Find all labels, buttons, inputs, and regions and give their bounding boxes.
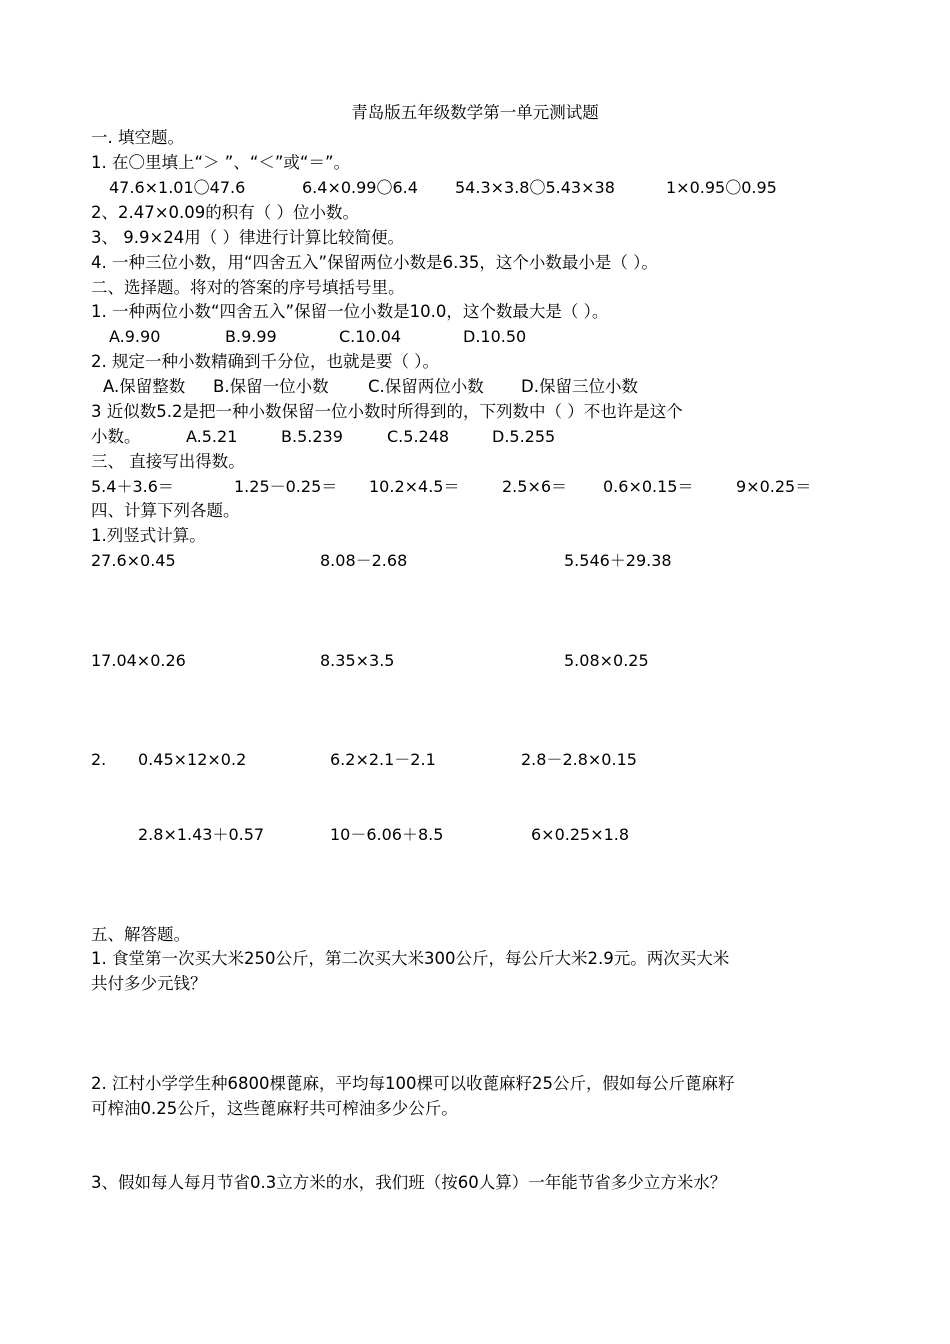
section4-sub1: 1.列竖式计算。 <box>91 526 206 545</box>
vertical-calc-item: 8.35×3.5 <box>320 651 395 670</box>
section4-sub2-label: 2. <box>91 750 107 769</box>
section3-heading: 三、 直接写出得数。 <box>91 452 245 471</box>
option-a: A.9.90 <box>109 327 161 346</box>
vertical-calc-item: 8.08－2.68 <box>320 551 408 570</box>
section1-q1: 1. 在〇里填上“＞ ”、“＜”或“＝”。 <box>91 153 351 172</box>
section2-q3-line2: 小数。 <box>91 427 141 446</box>
vertical-calc-item: 5.546＋29.38 <box>564 551 672 570</box>
calc-item: 6×0.25×1.8 <box>531 825 630 844</box>
calc-item: 2.8×1.43＋0.57 <box>138 825 265 844</box>
section2-q2: 2. 规定一种小数精确到千分位，也就是要（ ）。 <box>91 352 439 371</box>
mental-item-5: 0.6×0.15＝ <box>603 477 694 496</box>
mental-item-2: 1.25－0.25＝ <box>234 477 338 496</box>
section5-q3: 3、假如每人每月节省0.3立方米的水，我们班（按60人算）一年能节省多少立方米水？ <box>91 1173 727 1192</box>
option-b: B.保留一位小数 <box>213 377 329 396</box>
option-c: C.保留两位小数 <box>368 377 484 396</box>
section4-heading: 四、计算下列各题。 <box>91 501 240 520</box>
section5-heading: 五、解答题。 <box>91 925 190 944</box>
section1-q2: 2、2.47×0.09的积有（ ）位小数。 <box>91 203 360 222</box>
page-title: 青岛版五年级数学第一单元测试题 <box>351 103 599 122</box>
option-c: C.5.248 <box>387 427 450 446</box>
option-a: A.5.21 <box>186 427 238 446</box>
section5-q1-line2: 共付多少元钱？ <box>91 974 207 993</box>
option-d: D.10.50 <box>463 327 527 346</box>
compare-item-3: 54.3×3.8〇5.43×38 <box>455 178 615 197</box>
section2-heading: 二、选择题。将对的答案的序号填括号里。 <box>91 278 405 297</box>
section1-heading: 一. 填空题。 <box>91 128 184 147</box>
option-a: A.保留整数 <box>103 377 186 396</box>
compare-item-4: 1×0.95〇0.95 <box>666 178 777 197</box>
option-c: C.10.04 <box>339 327 402 346</box>
mental-item-3: 10.2×4.5＝ <box>369 477 460 496</box>
compare-item-1: 47.6×1.01〇47.6 <box>109 178 246 197</box>
compare-item-2: 6.4×0.99〇6.4 <box>302 178 418 197</box>
calc-item: 10－6.06＋8.5 <box>330 825 444 844</box>
section2-q3-line1: 3 近似数5.2是把一种小数保留一位小数时所得到的，下列数中（ ）不也许是这个 <box>91 402 683 421</box>
section5-q2-line2: 可榨油0.25公斤，这些蓖麻籽共可榨油多少公斤。 <box>91 1099 458 1118</box>
calc-item: 2.8－2.8×0.15 <box>521 750 637 769</box>
option-d: D.保留三位小数 <box>521 377 638 396</box>
mental-item-4: 2.5×6＝ <box>502 477 568 496</box>
mental-item-6: 9×0.25＝ <box>736 477 812 496</box>
mental-item-1: 5.4＋3.6＝ <box>91 477 174 496</box>
section1-q4: 4. 一种三位小数，用“四舍五入”保留两位小数是6.35，这个小数最小是（ ）。 <box>91 253 658 272</box>
option-d: D.5.255 <box>492 427 556 446</box>
section1-q3: 3、 9.9×24用（ ）律进行计算比较简便。 <box>91 228 405 247</box>
vertical-calc-item: 17.04×0.26 <box>91 651 186 670</box>
option-b: B.9.99 <box>225 327 277 346</box>
vertical-calc-item: 27.6×0.45 <box>91 551 176 570</box>
option-b: B.5.239 <box>281 427 343 446</box>
section2-q1: 1. 一种两位小数“四舍五入”保留一位小数是10.0，这个数最大是（ ）。 <box>91 302 609 321</box>
section5-q2-line1: 2. 江村小学学生种6800棵蓖麻，平均每100棵可以收蓖麻籽25公斤，假如每公斤蓖麻籽 <box>91 1074 735 1093</box>
section5-q1-line1: 1. 食堂第一次买大米250公斤，第二次买大米300公斤，每公斤大米2.9元。两次买大米 <box>91 949 730 968</box>
calc-item: 6.2×2.1－2.1 <box>330 750 436 769</box>
vertical-calc-item: 5.08×0.25 <box>564 651 649 670</box>
calc-item: 0.45×12×0.2 <box>138 750 247 769</box>
